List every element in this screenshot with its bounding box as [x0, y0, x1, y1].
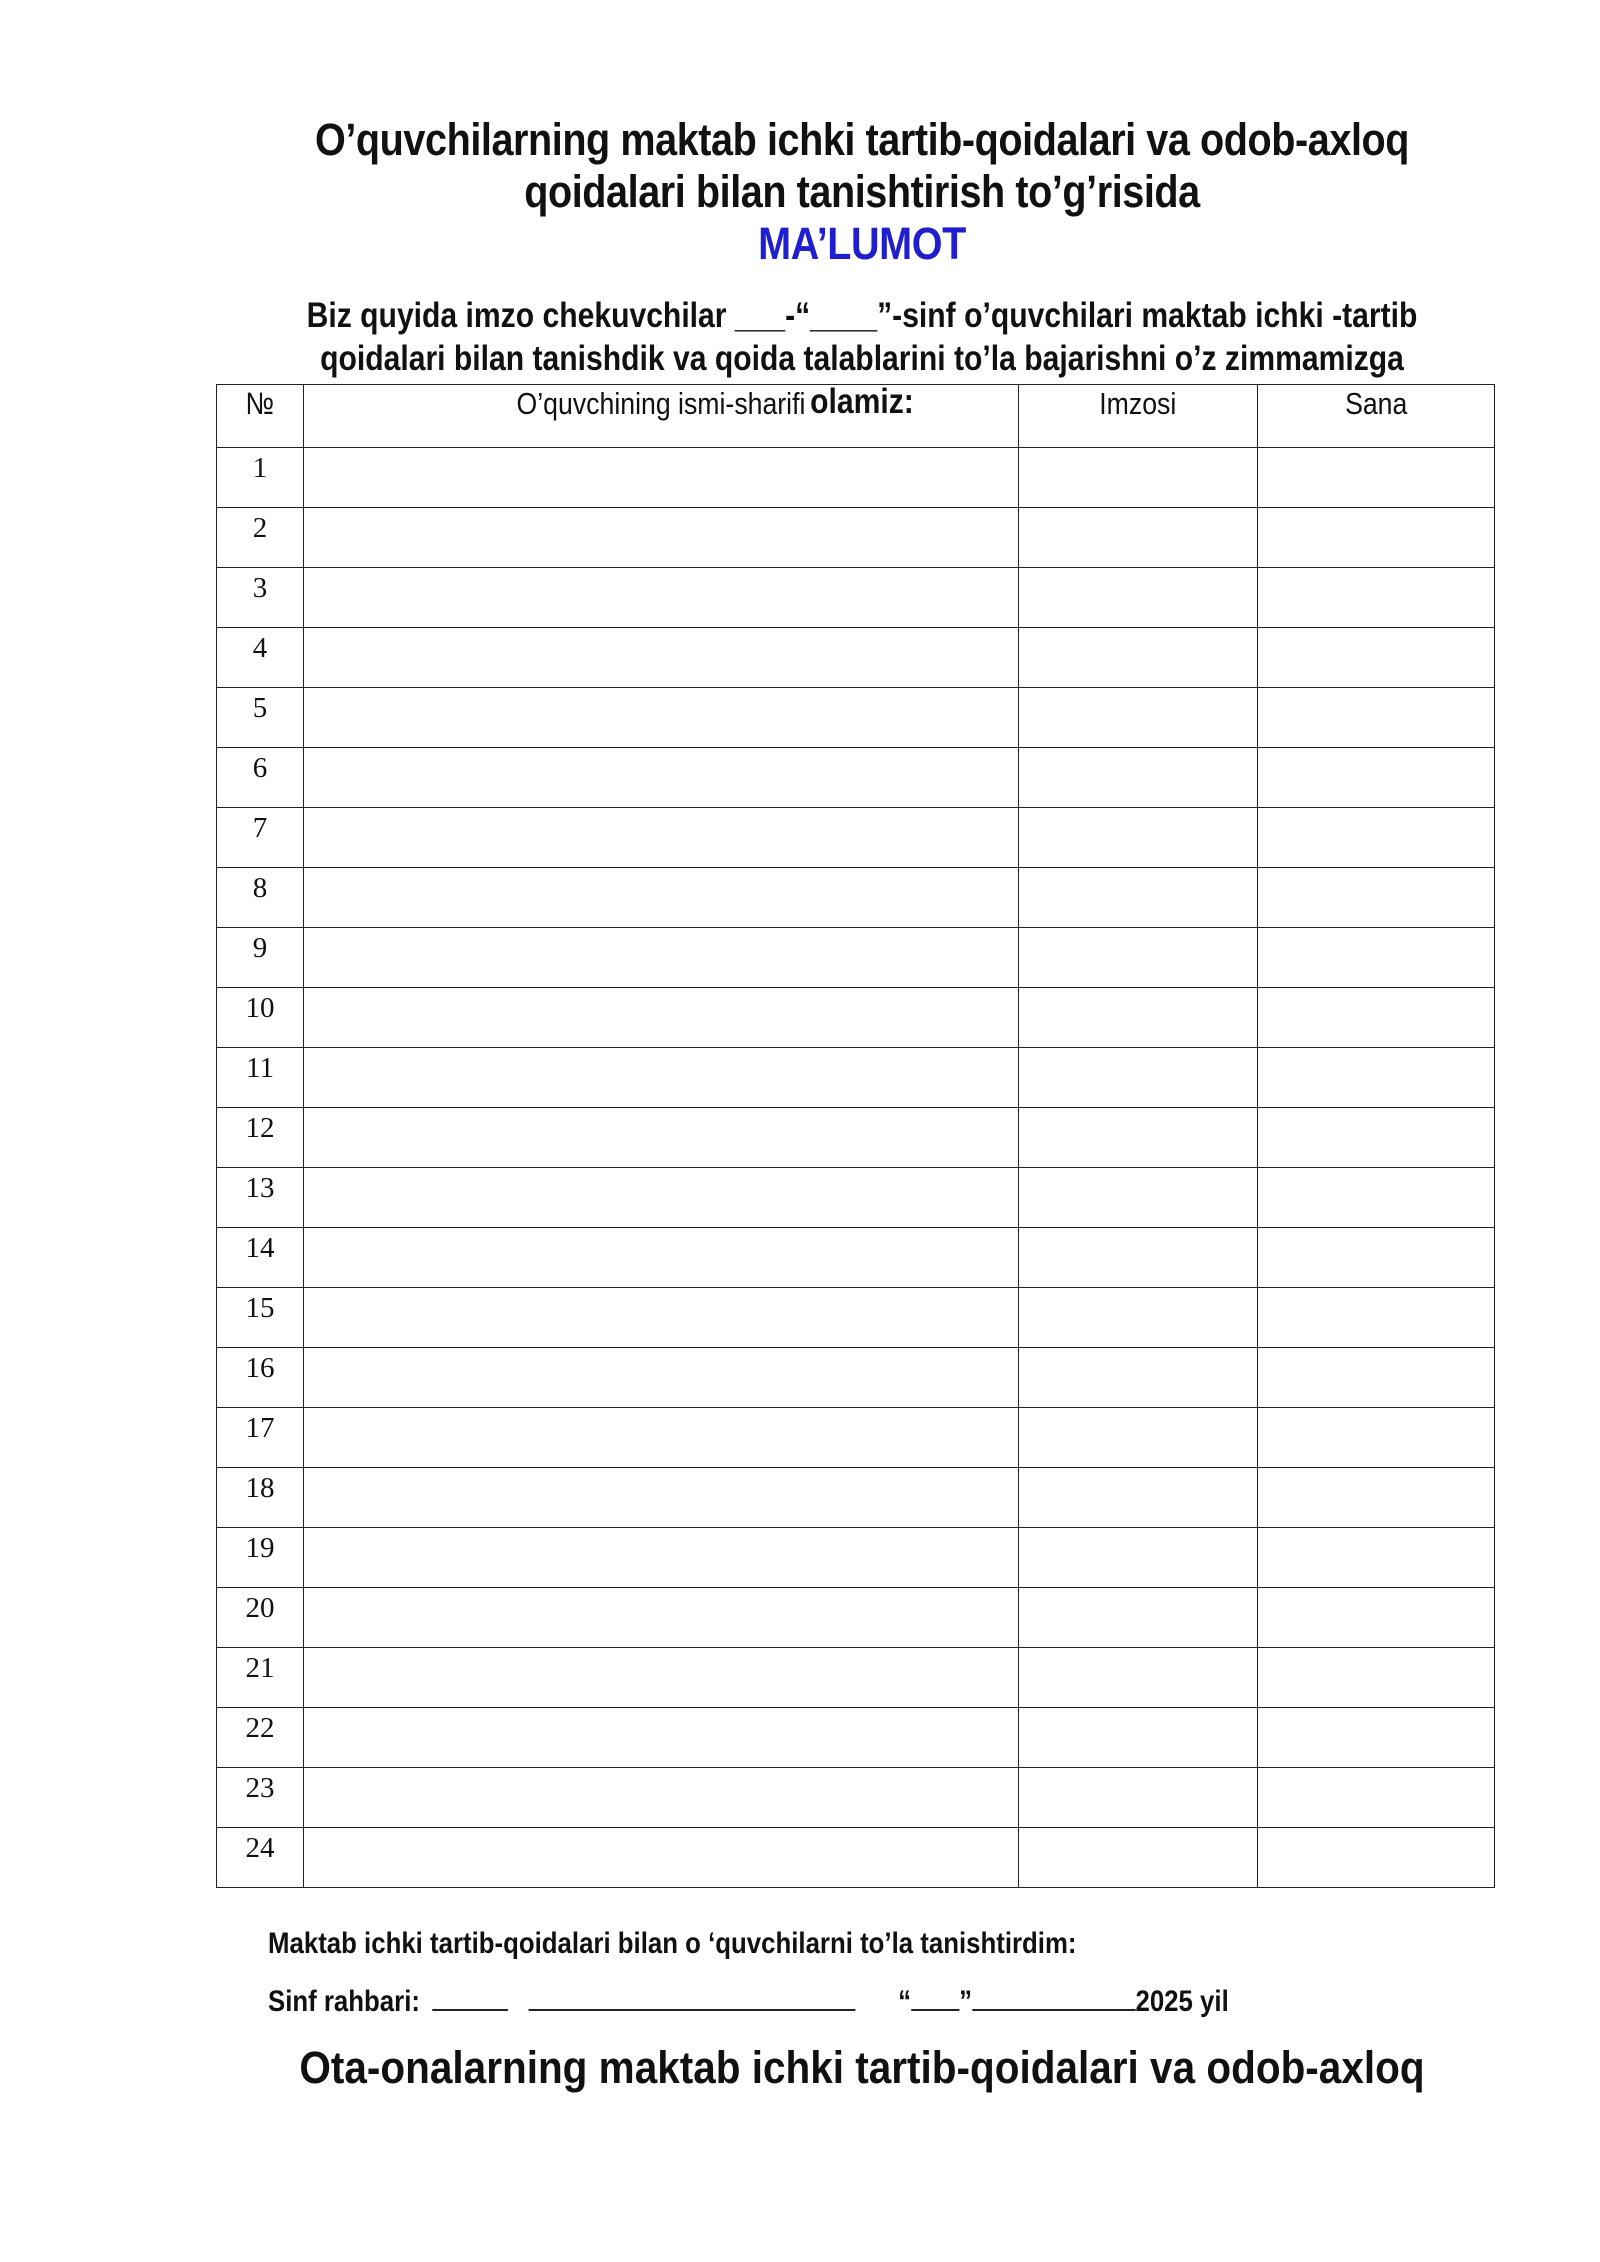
student-name-cell[interactable]: [304, 1288, 1019, 1348]
row-number: 4: [217, 628, 304, 688]
student-name-cell[interactable]: [304, 748, 1019, 808]
student-name-cell[interactable]: [304, 1108, 1019, 1168]
student-name-cell[interactable]: [304, 1348, 1019, 1408]
date-month-blank[interactable]: [972, 1983, 1135, 2011]
date-cell[interactable]: [1258, 1528, 1495, 1588]
row-number: 11: [217, 1048, 304, 1108]
header-number: №: [217, 385, 304, 448]
row-number: 9: [217, 928, 304, 988]
date-cell[interactable]: [1258, 1228, 1495, 1288]
signature-cell[interactable]: [1019, 628, 1258, 688]
date-day-blank[interactable]: [911, 1983, 959, 2011]
signature-cell[interactable]: [1019, 868, 1258, 928]
signature-cell[interactable]: [1019, 1828, 1258, 1888]
row-number: 24: [217, 1828, 304, 1888]
signature-cell[interactable]: [1019, 988, 1258, 1048]
table-row: [217, 868, 1495, 928]
student-name-cell[interactable]: [304, 688, 1019, 748]
document-heading-malumot: MA’LUMOT: [758, 218, 966, 269]
table-header-row: [217, 385, 1495, 448]
date-cell[interactable]: [1258, 868, 1495, 928]
date-cell[interactable]: [1258, 988, 1495, 1048]
table-row: [217, 1588, 1495, 1648]
student-name-cell[interactable]: [304, 808, 1019, 868]
table-row: [217, 568, 1495, 628]
teacher-signature-blank[interactable]: [432, 1983, 508, 2011]
date-cell[interactable]: [1258, 1408, 1495, 1468]
document-title-line-2: qoidalari bilan tanishtirish to’g’risida: [524, 166, 1200, 217]
row-number: 7: [217, 808, 304, 868]
table-row: [217, 748, 1495, 808]
teacher-label: Sinf rahbari:: [268, 1985, 420, 2018]
table-row: [217, 1648, 1495, 1708]
student-name-cell[interactable]: [304, 1228, 1019, 1288]
table-row: [217, 448, 1495, 508]
student-name-cell[interactable]: [304, 1648, 1019, 1708]
table-row: [217, 988, 1495, 1048]
row-number: 17: [217, 1408, 304, 1468]
student-name-cell[interactable]: [304, 1588, 1019, 1648]
header-signature: Imzosi: [1019, 385, 1258, 448]
student-name-cell[interactable]: [304, 1768, 1019, 1828]
date-cell[interactable]: [1258, 1588, 1495, 1648]
row-number: 6: [217, 748, 304, 808]
student-name-cell[interactable]: [304, 1528, 1019, 1588]
signature-cell[interactable]: [1019, 448, 1258, 508]
confirmation-text: Maktab ichki tartib-qoidalari bilan o ‘quvchilarni to’la tanishtirdim:: [268, 1927, 1077, 1960]
row-number: 8: [217, 868, 304, 928]
date-cell[interactable]: [1258, 1648, 1495, 1708]
table-row: [217, 1348, 1495, 1408]
date-cell[interactable]: [1258, 1708, 1495, 1768]
row-number: 5: [217, 688, 304, 748]
row-number: 19: [217, 1528, 304, 1588]
date-cell[interactable]: [1258, 928, 1495, 988]
date-cell[interactable]: [1258, 1048, 1495, 1108]
table-row: [217, 1768, 1495, 1828]
row-number: 14: [217, 1228, 304, 1288]
student-name-cell[interactable]: [304, 448, 1019, 508]
date-cell[interactable]: [1258, 1288, 1495, 1348]
signature-cell[interactable]: [1019, 1528, 1258, 1588]
row-number: 22: [217, 1708, 304, 1768]
row-number: 16: [217, 1348, 304, 1408]
date-cell[interactable]: [1258, 748, 1495, 808]
row-number: 13: [217, 1168, 304, 1228]
signature-cell[interactable]: [1019, 1168, 1258, 1228]
student-name-cell[interactable]: [304, 928, 1019, 988]
date-cell[interactable]: [1258, 1168, 1495, 1228]
date-cell[interactable]: [1258, 1348, 1495, 1408]
signature-cell[interactable]: [1019, 1348, 1258, 1408]
student-name-cell[interactable]: [304, 628, 1019, 688]
row-number: 21: [217, 1648, 304, 1708]
date-cell[interactable]: [1258, 1768, 1495, 1828]
table-row: [217, 808, 1495, 868]
table-row: [217, 628, 1495, 688]
intro-text-line-2: qoidalari bilan tanishdik va qoida talablarini to’la bajarishni o’z zimmamizga olamiz:: [320, 339, 1404, 421]
table-row: [217, 1168, 1495, 1228]
signature-cell[interactable]: [1019, 568, 1258, 628]
signature-cell[interactable]: [1019, 1228, 1258, 1288]
table-row: [217, 1408, 1495, 1468]
date-cell[interactable]: [1258, 508, 1495, 568]
date-cell[interactable]: [1258, 808, 1495, 868]
student-name-cell[interactable]: [304, 1828, 1019, 1888]
date-cell[interactable]: [1258, 628, 1495, 688]
row-number: 2: [217, 508, 304, 568]
row-number: 10: [217, 988, 304, 1048]
date-cell[interactable]: [1258, 1108, 1495, 1168]
table-row: [217, 1708, 1495, 1768]
table-row: [217, 928, 1495, 988]
table-row: [217, 1048, 1495, 1108]
student-name-cell[interactable]: [304, 1408, 1019, 1468]
date-cell[interactable]: [1258, 688, 1495, 748]
student-name-cell[interactable]: [304, 1168, 1019, 1228]
teacher-name-blank[interactable]: [528, 1983, 855, 2011]
signature-cell[interactable]: [1019, 1288, 1258, 1348]
signature-cell[interactable]: [1019, 748, 1258, 808]
student-name-cell[interactable]: [304, 1048, 1019, 1108]
date-cell[interactable]: [1258, 1468, 1495, 1528]
header-date: Sana: [1258, 385, 1495, 448]
table-row: [217, 1228, 1495, 1288]
signature-cell[interactable]: [1019, 1468, 1258, 1528]
row-number: 3: [217, 568, 304, 628]
date-cell[interactable]: [1258, 568, 1495, 628]
date-cell[interactable]: [1258, 1828, 1495, 1888]
table-body: [217, 448, 1495, 1888]
signature-cell[interactable]: [1019, 928, 1258, 988]
row-number: 23: [217, 1768, 304, 1828]
teacher-signature-line: [268, 1983, 1229, 2021]
student-name-cell[interactable]: [304, 568, 1019, 628]
signature-cell[interactable]: [1019, 1708, 1258, 1768]
student-name-cell[interactable]: [304, 1708, 1019, 1768]
table-row: [217, 1288, 1495, 1348]
row-number: 18: [217, 1468, 304, 1528]
signature-cell[interactable]: [1019, 1648, 1258, 1708]
signature-cell[interactable]: [1019, 1588, 1258, 1648]
student-name-cell[interactable]: [304, 1468, 1019, 1528]
row-number: 12: [217, 1108, 304, 1168]
date-quote-open: “: [898, 1985, 912, 2018]
student-name-cell[interactable]: [304, 988, 1019, 1048]
student-name-cell[interactable]: [304, 508, 1019, 568]
row-number: 15: [217, 1288, 304, 1348]
document-title-line-1: O’quvchilarning maktab ichki tartib-qoidalari va odob-axloq: [314, 114, 1410, 165]
date-cell[interactable]: [1258, 448, 1495, 508]
table-row: [217, 1108, 1495, 1168]
signature-cell[interactable]: [1019, 1048, 1258, 1108]
signature-cell[interactable]: [1019, 688, 1258, 748]
table-row: [217, 1468, 1495, 1528]
table-row: [217, 1528, 1495, 1588]
intro-text-line-1: Biz quyida imzo chekuvchilar ___-“____”-sinf o’quvchilari maktab ichki -tartib: [306, 296, 1418, 335]
signature-cell[interactable]: [1019, 1108, 1258, 1168]
next-section-title: Ota-onalarning maktab ichki tartib-qoidalari va odob-axloq: [299, 2042, 1425, 2093]
student-name-cell[interactable]: [304, 868, 1019, 928]
row-number: 1: [217, 448, 304, 508]
header-student-name: O’quvchining ismi-sharifi: [304, 385, 1019, 448]
row-number: 20: [217, 1588, 304, 1648]
student-signature-table: [216, 384, 1495, 1888]
table-row: [217, 1828, 1495, 1888]
table-row: [217, 688, 1495, 748]
date-quote-close: ”: [959, 1985, 973, 2018]
signature-cell[interactable]: [1019, 1768, 1258, 1828]
table-row: [217, 508, 1495, 568]
signature-cell[interactable]: [1019, 508, 1258, 568]
signature-cell[interactable]: [1019, 808, 1258, 868]
signature-cell[interactable]: [1019, 1408, 1258, 1468]
year-text: 2025 yil: [1135, 1985, 1229, 2018]
